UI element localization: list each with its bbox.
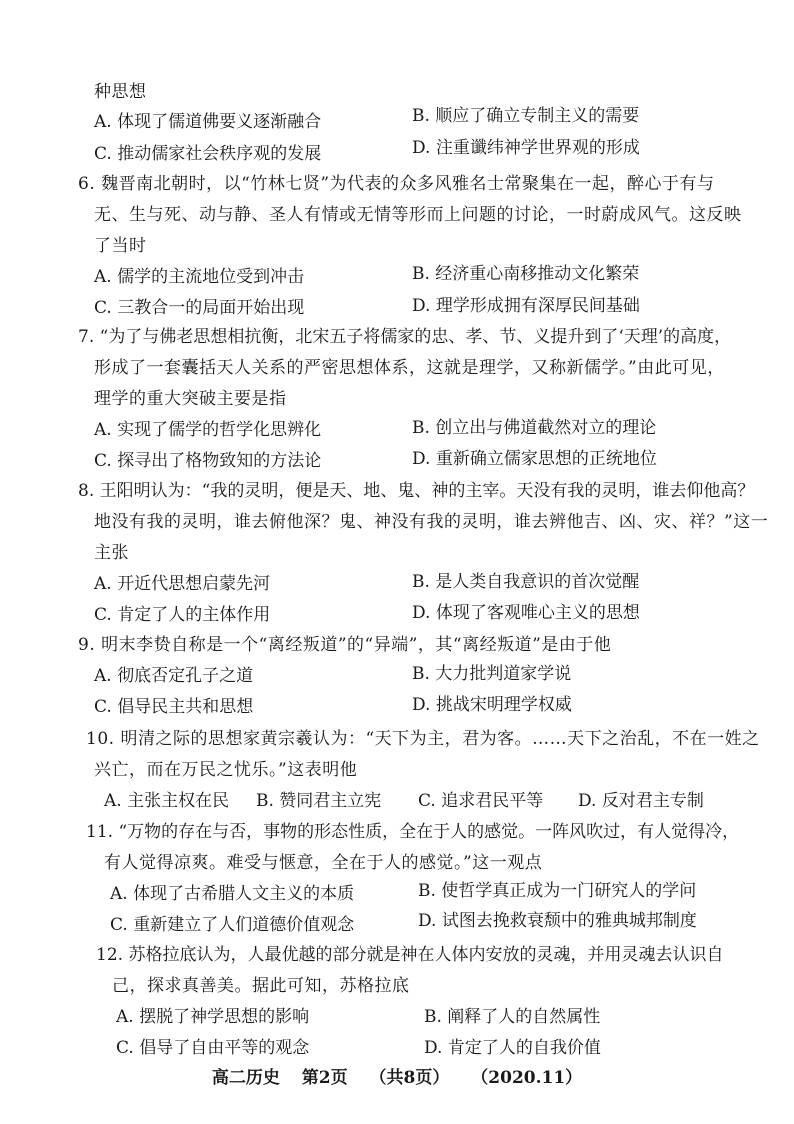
- q12-stem-line-1: 12. 苏格拉底认为，人最优越的部分就是神在人体内安放的灵魂，并用灵魂去认识自: [96, 945, 724, 965]
- q9-option-c: C. 倡导民主共和思想: [94, 697, 254, 717]
- q11-option-d: D. 试图去挽救衰颓中的雅典城邦制度: [418, 911, 697, 931]
- q5-option-b: B. 顺应了确立专制主义的需要: [412, 106, 640, 126]
- q8-stem-line-1: 8. 王阳明认为：“我的灵明，便是天、地、鬼、神的主宰。天没有我的灵明，谁去仰他高？: [78, 481, 755, 501]
- q6-stem-line-3: 了当时: [94, 236, 147, 256]
- q8-option-a: A. 开近代思想启蒙先河: [94, 574, 271, 594]
- q11-stem-line-2: 有人觉得凉爽。难受与惬意，全在于人的感觉。”这一观点: [104, 853, 543, 873]
- q5-option-c: C. 推动儒家社会秩序观的发展: [94, 144, 322, 164]
- intro-tail: 种思想: [94, 82, 147, 102]
- q8-stem-line-2: 地没有我的灵明，谁去俯他深？鬼、神没有我的灵明，谁去辨他吉、凶、灾、祥？”这一: [94, 512, 769, 532]
- footer-subject: 高二历史: [211, 1068, 280, 1088]
- q6-stem-line-1: 6. 魏晋南北朝时，以“竹林七贤”为代表的众多风雅名士常聚集在一起，醉心于有与: [78, 174, 715, 194]
- q6-option-c: C. 三教合一的局面开始出现: [94, 298, 305, 318]
- q7-option-a: A. 实现了儒学的哲学化思辨化: [94, 420, 322, 440]
- q8-option-c: C. 肯定了人的主体作用: [94, 605, 271, 625]
- q12-option-b: B. 阐释了人的自然属性: [424, 1007, 601, 1027]
- q9-option-a: A. 彻底否定孔子之道: [94, 666, 254, 686]
- q10-option-c: C. 追求君民平等: [418, 791, 544, 811]
- q12-option-d: D. 肯定了人的自我价值: [424, 1038, 601, 1058]
- q7-stem-line-2: 形成了一套囊括天人关系的严密思想体系，这就是理学，又称新儒学。”由此可见，: [94, 358, 725, 378]
- footer-page-number: 第2页: [301, 1068, 348, 1088]
- q7-option-b: B. 创立出与佛道截然对立的理论: [412, 418, 657, 438]
- q9-option-b: B. 大力批判道家学说: [412, 664, 572, 684]
- q10-option-d: D. 反对君主专制: [578, 791, 704, 811]
- footer-total-pages: （共8页）: [369, 1068, 450, 1088]
- q6-option-b: B. 经济重心南移推动文化繁荣: [412, 264, 640, 284]
- page-footer: [0, 1066, 794, 1090]
- q7-option-c: C. 探寻出了格物致知的方法论: [94, 451, 322, 471]
- q11-stem-line-1: 11. “万物的存在与否，事物的形态性质，全在于人的感觉。一阵风吹过，有人觉得冷，: [86, 822, 740, 842]
- q5-option-d: D. 注重谶纬神学世界观的形成: [412, 138, 640, 158]
- q10-option-a: A. 主张主权在民: [104, 791, 230, 811]
- footer-date: （2020.11）: [471, 1068, 583, 1088]
- q11-option-c: C. 重新建立了人们道德价值观念: [110, 915, 355, 935]
- q7-stem-line-3: 理学的重大突破主要是指: [94, 389, 287, 409]
- q11-option-b: B. 使哲学真正成为一门研究人的学问: [418, 881, 697, 901]
- q12-stem-line-2: 己，探求真善美。据此可知，苏格拉底: [112, 976, 410, 996]
- q10-stem-line-2: 兴亡，而在万民之忧乐。”这表明他: [94, 760, 358, 780]
- q10-stem-line-1: 10. 明清之际的思想家黄宗羲认为：“天下为主，君为客。……天下之治乱，不在一姓之: [86, 729, 760, 749]
- q8-option-d: D. 体现了客观唯心主义的思想: [412, 603, 640, 623]
- q9-option-d: D. 挑战宋明理学权威: [412, 695, 572, 715]
- q6-stem-line-2: 无、生与死、动与静、圣人有情或无情等形而上问题的讨论，一时蔚成风气。这反映: [94, 205, 742, 225]
- q6-option-d: D. 理学形成拥有深厚民间基础: [412, 296, 640, 316]
- q9-stem-line-1: 9. 明末李贽自称是一个“离经叛道”的“异端”，其“离经叛道”是由于他: [78, 635, 612, 655]
- q12-option-c: C. 倡导了自由平等的观念: [116, 1038, 310, 1058]
- q6-option-a: A. 儒学的主流地位受到冲击: [94, 267, 305, 287]
- q11-option-a: A. 体现了古希腊人文主义的本质: [110, 884, 355, 904]
- q7-stem-line-1: 7. “为了与佛老思想相抗衡，北宋五子将儒家的忠、孝、节、义提升到了‘天理’的高度，: [78, 327, 732, 347]
- q8-stem-line-3: 主张: [94, 543, 129, 563]
- q7-option-d: D. 重新确立儒家思想的正统地位: [412, 449, 657, 469]
- q8-option-b: B. 是人类自我意识的首次觉醒: [412, 572, 640, 592]
- q12-option-a: A. 摆脱了神学思想的影响: [116, 1007, 310, 1027]
- q10-option-b: B. 赞同君主立宪: [256, 791, 382, 811]
- q5-option-a: A. 体现了儒道佛要义逐渐融合: [94, 112, 322, 132]
